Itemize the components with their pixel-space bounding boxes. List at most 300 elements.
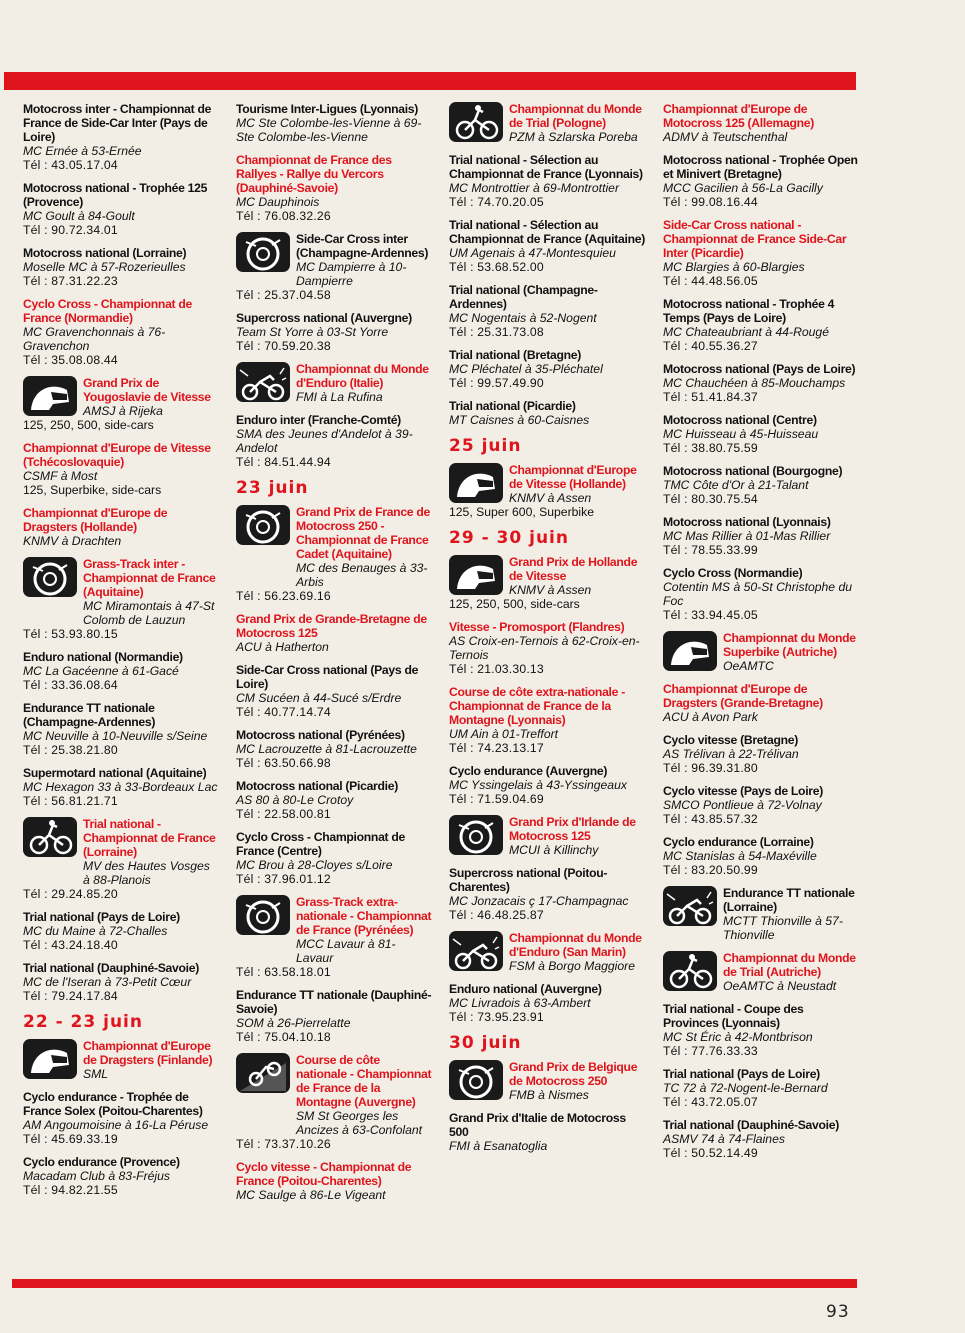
event-title: Course de côte extra-nationale - Championnat de France de la Montagne (Lyonnais) (449, 685, 625, 727)
event-phone: Tél : 43.72.05.07 (663, 1095, 758, 1109)
event-title: Championnat d'Europe de Dragsters (Finlande) (83, 1039, 213, 1067)
event-organizer: MC Gravenchonnais à 76-Gravenchon (23, 325, 166, 353)
event-title: Championnat du Monde d'Enduro (Italie) (296, 362, 429, 390)
event-organizer: SMCO Pontlieue à 72-Volnay (663, 798, 822, 812)
event-title: Grass-Track inter - Championnat de France (Aquitaine) (83, 557, 216, 599)
event-icon-row (449, 102, 645, 144)
date-heading: 23 juin (236, 478, 309, 498)
event-entry (236, 988, 432, 1044)
event-entry (236, 1160, 432, 1202)
column-4 (663, 102, 859, 1169)
event-title: Supermotard national (Aquitaine) (23, 766, 207, 780)
event-title: Grand Prix d'Italie de Motocross 500 (449, 1111, 626, 1139)
event-entry (663, 1002, 859, 1058)
event-entry (23, 181, 219, 237)
helmet-rider-icon (449, 555, 503, 595)
event-organizer: MC Chauchéen à 85-Mouchamps (663, 376, 846, 390)
event-title: Cyclo endurance - Trophée de France Solex (Poitou-Charentes) (23, 1090, 203, 1118)
event-entry (449, 283, 645, 339)
event-entry (449, 1111, 645, 1153)
event-icon-row (23, 817, 219, 887)
event-organizer: MC Pléchatel à 35-Pléchatel (449, 362, 603, 376)
event-phone: Tél : 35.08.08.44 (23, 353, 118, 367)
event-phone: Tél : 76.08.32.26 (236, 209, 331, 223)
event-title: Trial national - Sélection au Championnat de France (Aquitaine) (449, 218, 645, 246)
event-entry (23, 557, 219, 641)
event-organizer: MC Huisseau à 45-Huisseau (663, 427, 819, 441)
event-phone: Tél : 51.41.84.37 (663, 390, 758, 404)
event-phone: Tél : 40.55.36.27 (663, 339, 758, 353)
helmet-rider-icon (23, 1039, 77, 1079)
event-organizer: SMA des Jeunes d'Andelot à 39-Andelot (236, 427, 413, 455)
event-phone: Tél : 94.82.21.55 (23, 1183, 118, 1197)
event-phone: Tél : 99.57.49.90 (449, 376, 544, 390)
event-entry (236, 362, 432, 404)
helmet-rider-icon (663, 631, 717, 671)
event-organizer: PZM à Szlarska Poreba (509, 130, 638, 144)
event-phone: Tél : 43.05.17.04 (23, 158, 118, 172)
event-phone: Tél : 90.72.34.01 (23, 223, 118, 237)
event-organizer: MC Lacrouzette à 81-Lacrouzette (236, 742, 417, 756)
event-phone: Tél : 63.50.66.98 (236, 756, 331, 770)
event-icon-text (509, 815, 645, 857)
event-organizer: MC Montrottier à 69-Montrottier (449, 181, 620, 195)
event-entry (663, 733, 859, 775)
event-entry (449, 218, 645, 274)
event-entry (663, 413, 859, 455)
event-title: Motocross national (Pyrénées) (236, 728, 405, 742)
event-entry (449, 982, 645, 1024)
event-icon-row (236, 232, 432, 288)
event-title: Trial national (Bretagne) (449, 348, 582, 362)
event-icon-row (23, 376, 219, 418)
event-phone: Tél : 29.24.85.20 (23, 887, 118, 901)
event-title: Side-Car Cross national - Championnat de France Side-Car Inter (Picardie) (663, 218, 847, 260)
event-title: Trial national - Sélection au Championnat de France (Lyonnais) (449, 153, 643, 181)
event-entry (23, 961, 219, 1003)
event-title: Championnat de France des Rallyes - Rallye du Vercors (Dauphiné-Savoie) (236, 153, 392, 195)
event-entry (23, 650, 219, 692)
event-phone: Tél : 37.96.01.12 (236, 872, 331, 886)
event-organizer: MC Stanislas à 54-Maxéville (663, 849, 817, 863)
event-phone: Tél : 79.24.17.84 (23, 989, 118, 1003)
event-organizer: Macadam Club à 83-Fréjus (23, 1169, 170, 1183)
event-icon-row (449, 555, 645, 597)
event-phone: Tél : 25.31.73.08 (449, 325, 544, 339)
event-icon-text (83, 376, 219, 418)
event-title: Motocross national - Trophée Open et Minivert (Bretagne) (663, 153, 858, 181)
event-title: Supercross national (Poitou-Charentes) (449, 866, 608, 894)
wheel-icon (23, 557, 77, 597)
event-organizer: MT Caisnes à 60-Caisnes (449, 413, 590, 427)
event-phone: Tél : 80.30.75.54 (663, 492, 758, 506)
event-icon-text (509, 1060, 645, 1102)
event-phone: Tél : 87.31.22.23 (23, 274, 118, 288)
event-icon-row (236, 895, 432, 965)
event-entry (449, 815, 645, 857)
event-phone: Tél : 73.95.23.91 (449, 1010, 544, 1024)
event-entry (663, 631, 859, 673)
trial-rider-icon (23, 817, 77, 857)
wheel-icon (236, 895, 290, 935)
event-title: Motocross national (Picardie) (236, 779, 398, 793)
event-phone: Tél : 53.68.52.00 (449, 260, 544, 274)
event-organizer: CSMF à Most (23, 469, 98, 483)
event-organizer: Cotentin MS à 50-St Christophe du Foc (663, 580, 853, 608)
event-organizer: MC Goult à 84-Goult (23, 209, 135, 223)
event-entry (236, 153, 432, 223)
event-title: Grass-Track extra-nationale - Championnat de France (Pyrénées) (296, 895, 432, 937)
event-phone: Tél : 78.55.33.99 (663, 543, 758, 557)
event-phone: Tél : 22.58.00.81 (236, 807, 331, 821)
event-phone: Tél : 75.04.10.18 (236, 1030, 331, 1044)
event-title: Grand Prix d'Irlande de Motocross 125 (509, 815, 636, 843)
event-organizer: MC Saulge à 86-Le Vigeant (236, 1188, 386, 1202)
event-title: Cyclo Cross (Normandie) (663, 566, 803, 580)
event-entry (23, 376, 219, 432)
event-title: Motocross national (Lorraine) (23, 246, 187, 260)
event-organizer: MCTT Thionville à 57-Thionville (723, 914, 843, 942)
event-entry (236, 232, 432, 302)
event-entry (236, 505, 432, 603)
event-organizer: MCC Gacilien à 56-La Gacilly (663, 181, 823, 195)
event-icon-text (509, 102, 645, 144)
event-organizer: MC Chateaubriant à 44-Rougé (663, 325, 829, 339)
enduro-rider-icon (449, 931, 503, 971)
event-phone: Tél : 71.59.04.69 (449, 792, 544, 806)
event-organizer: FSM à Borgo Maggiore (509, 959, 635, 973)
event-title: Side-Car Cross inter (Champagne-Ardennes) (296, 232, 429, 260)
event-classes: 125, 250, 500, side-cars (23, 418, 154, 432)
event-title: Grand Prix de Belgique de Motocross 250 (509, 1060, 638, 1088)
event-title: Grand Prix de Yougoslavie de Vitesse (83, 376, 211, 404)
event-organizer: Team St Yorre à 03-St Yorre (236, 325, 389, 339)
event-organizer: KNMV à Assen (509, 583, 592, 597)
event-title: Tourisme Inter-Ligues (Lyonnais) (236, 102, 419, 116)
event-entry (663, 218, 859, 288)
event-entry (449, 866, 645, 922)
event-title: Supercross national (Auvergne) (236, 311, 412, 325)
event-entry (449, 555, 645, 611)
wheel-icon (449, 1060, 503, 1100)
event-classes: 125, Super 600, Superbike (449, 505, 595, 519)
event-title: Motocross inter - Championnat de France de Side-Car Inter (Pays de Loire) (23, 102, 212, 144)
event-title: Cyclo vitesse (Bretagne) (663, 733, 799, 747)
event-phone: Tél : 38.80.75.59 (663, 441, 758, 455)
event-organizer: MC St Éric à 42-Montbrison (663, 1030, 813, 1044)
event-entry (23, 441, 219, 497)
date-heading: 29 - 30 juin (449, 528, 569, 548)
event-entry (236, 728, 432, 770)
event-title: Trial national (Picardie) (449, 399, 576, 413)
event-icon-row (663, 951, 859, 993)
enduro-rider-icon (663, 886, 717, 926)
event-entry (236, 612, 432, 654)
event-title: Cyclo Cross - Championnat de France (Centre) (236, 830, 406, 858)
event-title: Trial national (Dauphiné-Savoie) (23, 961, 199, 975)
event-entry (449, 764, 645, 806)
event-phone: Tél : 63.58.18.01 (236, 965, 331, 979)
event-organizer: UM Ain à 01-Treffort (449, 727, 559, 741)
event-phone: Tél : 56.23.69.16 (236, 589, 331, 603)
event-entry (449, 348, 645, 390)
event-organizer: SML (83, 1067, 109, 1081)
event-organizer: MC Nogentais à 52-Nogent (449, 311, 597, 325)
column-3 (449, 102, 645, 1162)
event-phone: Tél : 70.59.20.38 (236, 339, 331, 353)
event-entry (663, 682, 859, 724)
event-organizer: ACU à Hatherton (236, 640, 329, 654)
event-title: Side-Car Cross national (Pays de Loire) (236, 663, 419, 691)
event-entry (663, 835, 859, 877)
event-icon-text (509, 555, 645, 597)
event-phone: Tél : 33.94.45.05 (663, 608, 758, 622)
event-entry (23, 1039, 219, 1081)
event-phone: Tél : 33.36.08.64 (23, 678, 118, 692)
event-title: Championnat du Monde de Trial (Autriche) (723, 951, 856, 979)
event-title: Cyclo vitesse - Championnat de France (Poitou-Charentes) (236, 1160, 412, 1188)
event-phone: Tél : 99.08.16.44 (663, 195, 758, 209)
event-organizer: TMC Côte d'Or à 21-Talant (663, 478, 809, 492)
event-organizer: MC Ernée à 53-Ernée (23, 144, 142, 158)
event-entry (663, 886, 859, 942)
event-icon-text (83, 1039, 219, 1081)
event-phone: Tél : 45.69.33.19 (23, 1132, 118, 1146)
event-entry (23, 910, 219, 952)
event-entry (236, 102, 432, 144)
event-entry (663, 297, 859, 353)
event-entry (449, 1060, 645, 1102)
event-entry (236, 413, 432, 469)
event-title: Trial national (Dauphiné-Savoie) (663, 1118, 839, 1132)
event-organizer: ADMV à Teutschenthal (663, 130, 788, 144)
event-phone: Tél : 43.85.57.32 (663, 812, 758, 826)
event-icon-row (449, 463, 645, 505)
event-title: Championnat du Monde Superbike (Autriche) (723, 631, 856, 659)
event-title: Endurance TT nationale (Champagne-Ardennes) (23, 701, 156, 729)
helmet-rider-icon (23, 376, 77, 416)
event-title: Motocross national (Pays de Loire) (663, 362, 856, 376)
event-organizer: AS Trélivan à 22-Trélivan (663, 747, 799, 761)
event-organizer: MC Dauphinois (236, 195, 320, 209)
event-title: Cyclo endurance (Auvergne) (449, 764, 608, 778)
event-icon-text (296, 362, 432, 404)
event-classes: 125, Superbike, side-cars (23, 483, 162, 497)
hillclimb-rider-icon (236, 1053, 290, 1093)
event-organizer: AM Angoumoisine à 16-La Péruse (23, 1118, 209, 1132)
event-icon-row (236, 505, 432, 589)
event-organizer: MC Yssingelais à 43-Yssingeaux (449, 778, 627, 792)
event-icon-row (236, 362, 432, 404)
event-icon-text (723, 886, 859, 942)
event-title: Championnat d'Europe de Motocross 125 (Allemagne) (663, 102, 814, 130)
event-entry (23, 1155, 219, 1197)
event-organizer: CM Sucéen à 44-Sucé s/Erdre (236, 691, 402, 705)
event-title: Trial national (Pays de Loire) (23, 910, 180, 924)
event-icon-text (296, 232, 432, 288)
event-entry (449, 399, 645, 427)
event-organizer: AS 80 à 80-Le Crotoy (236, 793, 354, 807)
event-title: Cyclo Cross - Championnat de France (Normandie) (23, 297, 193, 325)
event-phone: Tél : 77.76.33.33 (663, 1044, 758, 1058)
event-organizer: MC de l'Iseran à 73-Petit Cœur (23, 975, 192, 989)
event-organizer: MC Dampierre à 10-Dampierre (296, 260, 407, 288)
event-organizer: KNMV à Assen (509, 491, 592, 505)
event-title: Trial national (Champagne-Ardennes) (449, 283, 598, 311)
event-phone: Tél : 46.48.25.87 (449, 908, 544, 922)
wheel-icon (449, 815, 503, 855)
event-entry (663, 784, 859, 826)
event-title: Championnat du Monde de Trial (Pologne) (509, 102, 642, 130)
event-entry (449, 102, 645, 144)
event-title: Trial national (Pays de Loire) (663, 1067, 820, 1081)
event-title: Cyclo vitesse (Pays de Loire) (663, 784, 823, 798)
event-organizer: MV des Hautes Vosges à 88-Planois (83, 859, 210, 887)
event-icon-text (723, 631, 859, 673)
event-phone: Tél : 96.39.31.80 (663, 761, 758, 775)
event-entry (23, 817, 219, 901)
event-entry (449, 153, 645, 209)
event-phone: Tél : 56.81.21.71 (23, 794, 118, 808)
event-title: Motocross national (Bourgogne) (663, 464, 843, 478)
event-organizer: OeAMTC à Neustadt (723, 979, 837, 993)
event-icon-row (663, 631, 859, 673)
event-title: Motocross national - Trophée 125 (Provence) (23, 181, 208, 209)
event-title: Enduro national (Auvergne) (449, 982, 602, 996)
event-classes: 125, 250, 500, side-cars (449, 597, 580, 611)
event-icon-text (83, 817, 219, 887)
event-icon-row (236, 1053, 432, 1137)
event-title: Trial national - Championnat de France (Lorraine) (83, 817, 216, 859)
event-title: Championnat d'Europe de Vitesse (Hollande) (509, 463, 637, 491)
column-2 (236, 102, 432, 1211)
event-organizer: FMI à Esanatoglia (449, 1139, 548, 1153)
event-organizer: ACU à Avon Park (663, 710, 758, 724)
event-entry (23, 246, 219, 288)
helmet-rider-icon (449, 463, 503, 503)
event-title: Grand Prix de Hollande de Vitesse (509, 555, 638, 583)
event-organizer: Moselle MC à 57-Rozerieulles (23, 260, 186, 274)
event-icon-text (509, 931, 645, 973)
event-entry (23, 297, 219, 367)
event-phone: Tél : 43.24.18.40 (23, 938, 118, 952)
event-title: Championnat d'Europe de Dragsters (Grande-Bretagne) (663, 682, 823, 710)
event-entry (236, 895, 432, 979)
event-phone: Tél : 25.37.04.58 (236, 288, 331, 302)
event-title: Endurance TT nationale (Dauphiné-Savoie) (236, 988, 432, 1016)
event-organizer: AS Croix-en-Ternois à 62-Croix-en-Ternois (449, 634, 640, 662)
event-entry (663, 102, 859, 144)
event-entry (236, 779, 432, 821)
event-phone: Tél : 40.77.14.74 (236, 705, 331, 719)
event-icon-row (663, 886, 859, 942)
event-icon-row (23, 557, 219, 627)
event-organizer: MCC Lavaur à 81-Lavaur (296, 937, 396, 965)
event-entry (23, 766, 219, 808)
event-organizer: MC Jonzacais ç 17-Champagnac (449, 894, 629, 908)
top-red-rule (4, 72, 856, 90)
event-phone: Tél : 84.51.44.94 (236, 455, 331, 469)
event-title: Course de côte nationale - Championnat de France de la Montagne (Auvergne) (296, 1053, 432, 1109)
event-organizer: MC Hexagon 33 à 33-Bordeaux Lac (23, 780, 218, 794)
event-organizer: SM St Georges les Ancizes à 63-Confolant (296, 1109, 423, 1137)
event-organizer: MC Ste Colombe-les-Vienne à 69-Ste Colombe-les-Vienne (236, 116, 422, 144)
event-phone: Tél : 44.48.56.05 (663, 274, 758, 288)
trial-rider-icon (449, 102, 503, 142)
event-phone: Tél : 74.70.20.05 (449, 195, 544, 209)
event-title: Cyclo endurance (Provence) (23, 1155, 180, 1169)
event-entry (663, 951, 859, 993)
trial-rider-icon (663, 951, 717, 991)
date-heading: 30 juin (449, 1033, 522, 1053)
wheel-icon (236, 232, 290, 272)
event-title: Championnat d'Europe de Vitesse (Tchécoslovaquie) (23, 441, 211, 469)
event-organizer: MC Blargies à 60-Blargies (663, 260, 805, 274)
event-title: Championnat d'Europe de Dragsters (Hollande) (23, 506, 168, 534)
event-organizer: UM Agenais à 47-Montesquieu (449, 246, 616, 260)
event-entry (236, 663, 432, 719)
event-organizer: KNMV à Drachten (23, 534, 122, 548)
event-icon-row (23, 1039, 219, 1081)
event-title: Championnat du Monde d'Enduro (San Marin) (509, 931, 642, 959)
event-title: Enduro inter (Franche-Comté) (236, 413, 401, 427)
event-phone: Tél : 83.20.50.99 (663, 863, 758, 877)
event-entry (449, 685, 645, 755)
enduro-rider-icon (236, 362, 290, 402)
event-title: Trial national - Coupe des Provinces (Lyonnais) (663, 1002, 804, 1030)
event-entry (663, 362, 859, 404)
event-title: Grand Prix de Grande-Bretagne de Motocross 125 (236, 612, 427, 640)
event-entry (23, 506, 219, 548)
date-heading: 22 - 23 juin (23, 1012, 143, 1032)
event-entry (449, 931, 645, 973)
event-title: Cyclo endurance (Lorraine) (663, 835, 814, 849)
event-icon-text (509, 463, 645, 505)
event-entry (663, 1118, 859, 1160)
wheel-icon (236, 505, 290, 545)
event-title: Motocross national - Trophée 4 Temps (Pays de Loire) (663, 297, 835, 325)
event-phone: Tél : 73.37.10.26 (236, 1137, 331, 1151)
event-organizer: MC La Gacéenne à 61-Gacé (23, 664, 179, 678)
event-organizer: TC 72 à 72-Nogent-le-Bernard (663, 1081, 828, 1095)
event-icon-text (296, 1053, 432, 1137)
event-entry (23, 701, 219, 757)
event-organizer: MC des Benauges à 33-Arbis (296, 561, 428, 589)
event-organizer: FMI à La Rufina (296, 390, 383, 404)
event-title: Grand Prix de France de Motocross 250 - Championnat de France Cadet (Aquitaine) (296, 505, 430, 561)
event-icon-text (723, 951, 859, 993)
event-title: Motocross national (Lyonnais) (663, 515, 831, 529)
event-phone: Tél : 25.38.21.80 (23, 743, 118, 757)
event-title: Vitesse - Promosport (Flandres) (449, 620, 625, 634)
event-phone: Tél : 74.23.13.17 (449, 741, 544, 755)
column-1 (23, 102, 219, 1206)
event-icon-text (296, 505, 432, 589)
event-entry (23, 102, 219, 172)
event-organizer: ASMV 74 à 74-Flaines (663, 1132, 785, 1146)
event-organizer: AMSJ à Rijeka (83, 404, 163, 418)
event-entry (663, 1067, 859, 1109)
page-number: 93 (826, 1302, 850, 1322)
event-entry (663, 153, 859, 209)
event-icon-row (449, 1060, 645, 1102)
event-organizer: FMB à Nismes (509, 1088, 589, 1102)
event-organizer: MC Livradois à 63-Ambert (449, 996, 591, 1010)
event-entry (663, 515, 859, 557)
event-organizer: SOM à 26-Pierrelatte (236, 1016, 351, 1030)
event-organizer: OeAMTC (723, 659, 774, 673)
event-entry (449, 620, 645, 676)
